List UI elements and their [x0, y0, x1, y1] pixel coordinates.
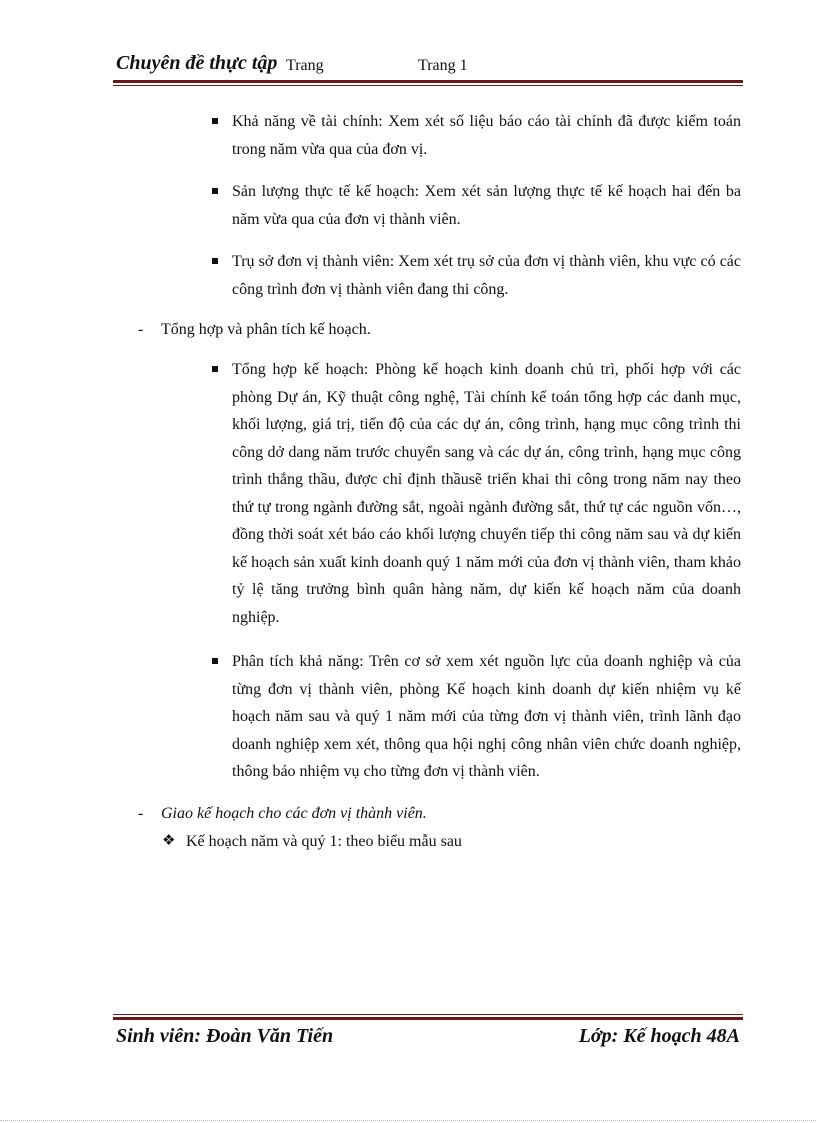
footer-class: Lớp: Kế hoạch 48A [578, 1025, 740, 1047]
square-bullet-icon [212, 366, 218, 372]
header-rule-thick [113, 80, 743, 83]
dash-marker: - [138, 805, 144, 822]
dash-text-synthesis: Tổng hợp và phân tích kế hoạch. [161, 321, 371, 338]
bullet-text-office: Trụ sở đơn vị thành viên: Xem xét trụ sở của đơn vị thành viên, khu vực có các công trình đơn vị thành viên đang thi công. [232, 253, 741, 298]
square-bullet-icon [212, 258, 218, 264]
bullet-text-plan-synthesis: Tổng hợp kế hoạch: Phòng kế hoạch kinh doanh chủ trì, phối hợp với các phòng Dự án, Kỹ thuật công nghệ, Tài chính kế toán tổng hợp các danh mục, khối lượng, giá trị, tiến độ của các dự án, công trình, hạng mục công trình thi công dở dang năm trước chuyển sang và các dự án, công trình, hạng mục công trình thắng thầu, được chỉ định thầusẽ triển khai thi công trong năm nay theo thứ tự trong ngành đường sắt, ngoài ngành đường sắt, thứ tự các nguồn vốn…, đồng thời soát xét báo cáo khối lượng chuyển tiếp thi công năm sau và dự kiến kế hoạch sản xuất kinh doanh quý 1 năm mới của đơn vị thành viên, tham khảo tỷ lệ tăng trưởng bình quân hàng năm, dự kiến kế hoạch năm của doanh nghiệp. [232, 361, 741, 626]
bullet-text-output: Sản lượng thực tế kế hoạch: Xem xét sản lượng thực tế kế hoạch hai đến ba năm vừa qua của đơn vị thành viên. [232, 183, 741, 228]
header-trang-label: Trang [286, 57, 324, 74]
diamond-text-plan-form: Kế hoạch năm và quý 1: theo biểu mẫu sau [186, 833, 462, 850]
diamond-bullet-icon: ❖ [162, 831, 176, 849]
square-bullet-icon [212, 118, 218, 124]
dash-marker: - [138, 321, 144, 338]
header-title: Chuyên đề thực tập [116, 52, 278, 74]
dash-text-assign-plan: Giao kế hoạch cho các đơn vị thành viên. [161, 805, 427, 822]
footer-student-name: Sinh viên: Đoàn Văn Tiến [116, 1025, 334, 1047]
header-rule-thin [113, 85, 743, 86]
header-page-number: Trang 1 [418, 57, 468, 74]
square-bullet-icon [212, 188, 218, 194]
square-bullet-icon [212, 658, 218, 664]
page-header [116, 52, 742, 80]
footer-rule-thick [113, 1017, 743, 1020]
page-bottom-divider [0, 1120, 816, 1121]
footer-rule-thin [113, 1014, 743, 1015]
bullet-text-financial: Khả năng về tài chính: Xem xét số liệu báo cáo tài chính đã được kiểm toán trong năm vừa qua của đơn vị. [232, 113, 741, 158]
bullet-text-capacity-analysis: Phân tích khả năng: Trên cơ sở xem xét nguồn lực của doanh nghiệp và của từng đơn vị thành viên, phòng Kế hoạch kinh doanh dự kiến nhiệm vụ kế hoạch năm sau và quý 1 năm mới của từng đơn vị thành viên, trình lãnh đạo doanh nghiệp xem xét, thông qua hội nghị công nhân viên chức doanh nghiệp, thông báo nhiệm vụ cho từng đơn vị thành viên. [232, 653, 741, 780]
